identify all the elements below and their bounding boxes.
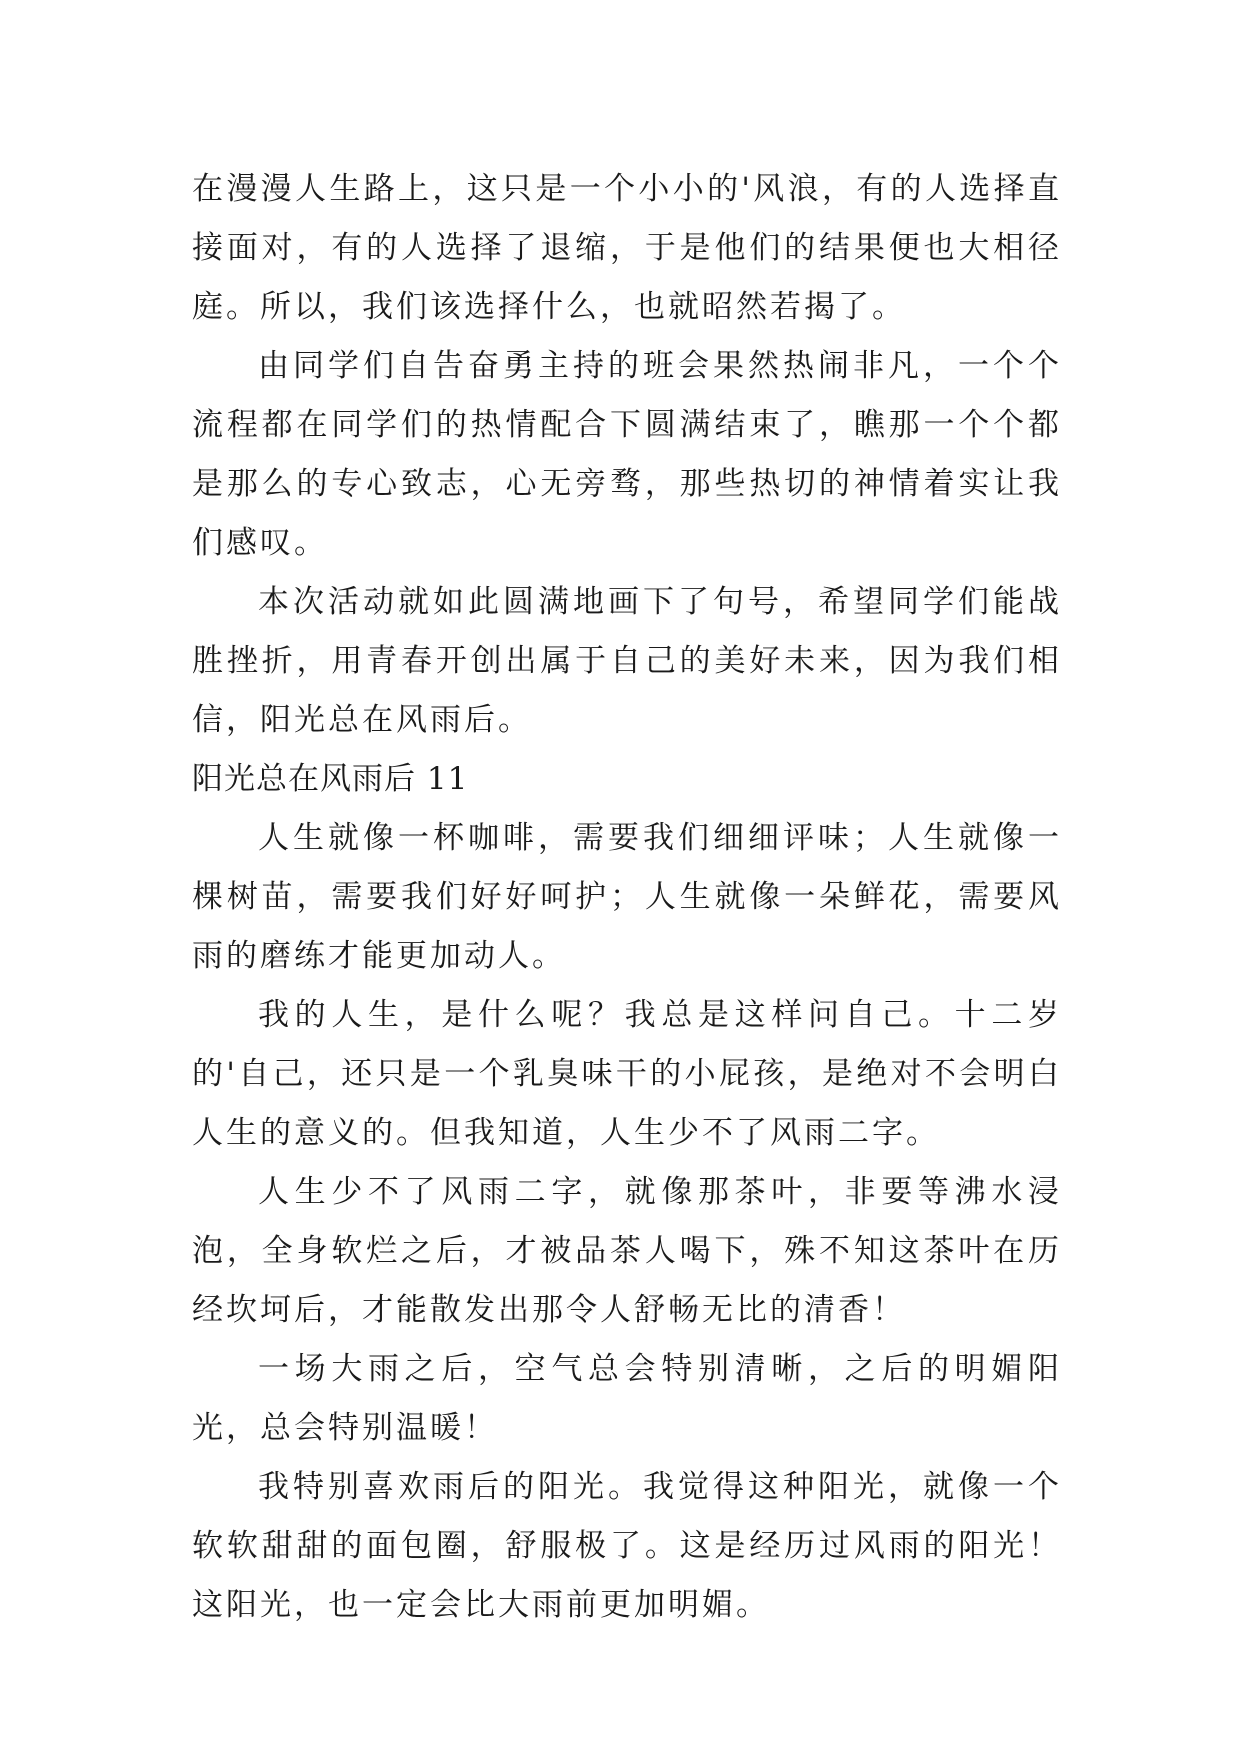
- document-body: [192, 160, 1062, 1635]
- paragraph: 本次活动就如此圆满地画下了句号，希望同学们能战胜挫折，用青春开创出属于自己的美好未来，因为我们相信，阳光总在风雨后。: [192, 584, 1062, 738]
- paragraph: 我特别喜欢雨后的阳光。我觉得这种阳光，就像一个软软甜甜的面包圈，舒服极了。这是经历过风雨的阳光！这阳光，也一定会比大雨前更加明媚。: [192, 1469, 1062, 1623]
- paragraph: 人生就像一杯咖啡，需要我们细细评味；人生就像一棵树苗，需要我们好好呵护；人生就像一朵鲜花，需要风雨的磨练才能更加动人。: [192, 820, 1062, 974]
- paragraph: 一场大雨之后，空气总会特别清晰，之后的明媚阳光，总会特别温暖！: [192, 1351, 1062, 1446]
- paragraph: 人生少不了风雨二字，就像那茶叶，非要等沸水浸泡，全身软烂之后，才被品茶人喝下，殊不知这茶叶在历经坎坷后，才能散发出那令人舒畅无比的清香！: [192, 1174, 1062, 1328]
- paragraph: 在漫漫人生路上，这只是一个小小的'风浪，有的人选择直接面对，有的人选择了退缩，于是他们的结果便也大相径庭。所以，我们该选择什么，也就昭然若揭了。: [192, 171, 1062, 325]
- section-heading: 阳光总在风雨后 11: [192, 761, 469, 797]
- paragraph: 我的人生，是什么呢？我总是这样问自己。十二岁的'自己，还只是一个乳臭味干的小屁孩，是绝对不会明白人生的意义的。但我知道，人生少不了风雨二字。: [192, 997, 1062, 1151]
- paragraph: 由同学们自告奋勇主持的班会果然热闹非凡，一个个流程都在同学们的热情配合下圆满结束了，瞧那一个个都是那么的专心致志，心无旁骛，那些热切的神情着实让我们感叹。: [192, 348, 1062, 561]
